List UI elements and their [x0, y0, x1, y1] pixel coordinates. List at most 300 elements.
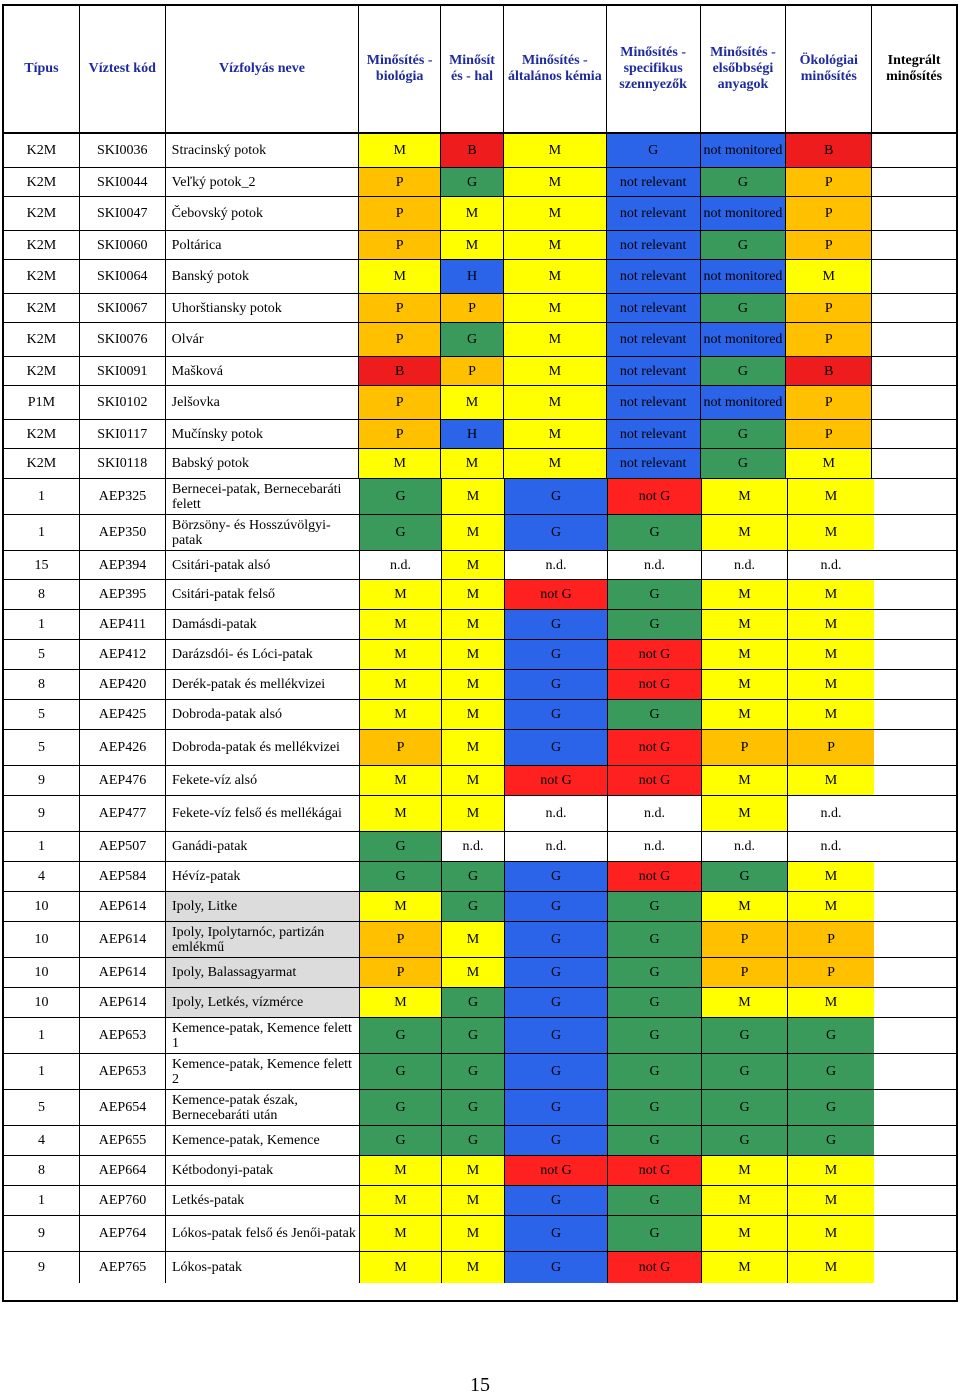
water-body-code-cell: SKI0047 [80, 197, 166, 230]
table-row [4, 357, 956, 386]
rating-cell: n.d. [608, 832, 702, 861]
water-body-code-cell: SKI0044 [80, 168, 166, 196]
rating-cell: M [442, 922, 505, 957]
empty-cell [872, 449, 956, 478]
rating-cell: P [441, 357, 504, 385]
rating-cell: G [360, 479, 442, 514]
rating-cell: M [441, 197, 504, 230]
rating-cell: M [504, 134, 607, 167]
stream-name-cell: Ipoly, Balassagyarmat [166, 958, 360, 987]
rating-cell: n.d. [608, 551, 702, 579]
rating-cell: G [608, 1186, 702, 1215]
rating-cell: M [788, 640, 874, 669]
rating-cell: M [702, 892, 788, 921]
type-cell: 10 [4, 892, 80, 921]
stream-name-cell: Letkés-patak [166, 1186, 360, 1215]
empty-cell [872, 260, 956, 293]
rating-cell: G [360, 1090, 442, 1125]
rating-cell: M [504, 449, 607, 478]
rating-cell: M [788, 580, 874, 609]
rating-cell: n.d. [505, 551, 608, 579]
water-body-code-cell: AEP325 [80, 479, 166, 514]
type-cell: 9 [4, 766, 80, 795]
rating-cell: G [788, 1090, 874, 1125]
type-cell: 10 [4, 988, 80, 1017]
rating-cell: not relevant [607, 231, 701, 259]
type-cell: K2M [4, 168, 80, 196]
table-row [4, 134, 956, 168]
rating-cell: not G [608, 670, 702, 699]
rating-cell: n.d. [788, 832, 874, 861]
rating-cell: M [360, 796, 442, 831]
stream-name-cell: Stracinský potok [166, 134, 360, 167]
rating-cell: G [505, 988, 608, 1017]
rating-cell: M [442, 551, 505, 579]
rating-cell: not monitored [701, 197, 787, 230]
rating-cell: G [702, 1054, 788, 1089]
rating-cell: M [360, 640, 442, 669]
type-cell: 5 [4, 1090, 80, 1125]
rating-cell: M [504, 260, 607, 293]
rating-cell: G [702, 1018, 788, 1053]
type-cell: K2M [4, 294, 80, 322]
rating-cell: P [786, 231, 872, 259]
stream-name-cell: Lókos-patak felső és Jenői-patak [166, 1216, 360, 1251]
type-cell: 4 [4, 862, 80, 891]
water-body-code-cell: SKI0102 [80, 386, 166, 419]
rating-cell: M [360, 892, 442, 921]
type-cell: 10 [4, 922, 80, 957]
type-cell: 10 [4, 958, 80, 987]
water-body-code-cell: AEP653 [80, 1054, 166, 1089]
rating-cell: G [701, 449, 787, 478]
rating-cell: G [505, 1054, 608, 1089]
rating-cell: G [505, 479, 608, 514]
rating-cell: G [505, 922, 608, 957]
rating-cell: M [788, 988, 874, 1017]
stream-name-cell: Dobroda-patak és mellékvizei [166, 730, 360, 765]
rating-cell: M [702, 1156, 788, 1185]
table-row [4, 766, 956, 796]
table-row [4, 610, 956, 640]
rating-cell: not relevant [607, 197, 701, 230]
rating-cell: P [359, 197, 441, 230]
water-body-code-cell: AEP426 [80, 730, 166, 765]
type-cell: K2M [4, 420, 80, 448]
type-cell: 1 [4, 610, 80, 639]
rating-cell: M [360, 700, 442, 729]
header-cell: Típus [4, 6, 80, 132]
rating-cell: M [702, 1216, 788, 1251]
water-body-code-cell: AEP584 [80, 862, 166, 891]
rating-cell: P [788, 922, 874, 957]
rating-cell: M [504, 168, 607, 196]
rating-cell: M [788, 1156, 874, 1185]
water-body-code-cell: SKI0060 [80, 231, 166, 259]
rating-cell: G [608, 515, 702, 550]
rating-cell: M [702, 580, 788, 609]
table-row [4, 231, 956, 260]
table-row [4, 323, 956, 357]
water-body-code-cell: AEP425 [80, 700, 166, 729]
rating-cell: G [360, 862, 442, 891]
water-body-code-cell: SKI0118 [80, 449, 166, 478]
header-cell: Minősítés - elsőbbségi anyagok [701, 6, 787, 132]
rating-cell: M [442, 766, 505, 795]
rating-cell: M [702, 988, 788, 1017]
rating-cell: G [505, 1216, 608, 1251]
table-row [4, 670, 956, 700]
rating-cell: P [360, 730, 442, 765]
type-cell: 1 [4, 832, 80, 861]
type-cell: P1M [4, 386, 80, 419]
water-body-code-cell: SKI0117 [80, 420, 166, 448]
type-cell: 5 [4, 700, 80, 729]
rating-cell: n.d. [505, 832, 608, 861]
type-cell: 9 [4, 796, 80, 831]
water-body-code-cell: AEP477 [80, 796, 166, 831]
rating-cell: G [505, 610, 608, 639]
rating-cell: M [786, 260, 872, 293]
stream-name-cell: Csitári-patak felső [166, 580, 360, 609]
rating-cell: n.d. [608, 796, 702, 831]
rating-cell: not G [608, 479, 702, 514]
rating-cell: G [360, 832, 442, 861]
stream-name-cell: Kemence-patak, Kemence felett 1 [166, 1018, 360, 1053]
rating-cell: M [504, 231, 607, 259]
table-row [4, 922, 956, 958]
table-row [4, 386, 956, 420]
rating-cell: M [442, 958, 505, 987]
rating-cell: M [702, 670, 788, 699]
rating-cell: not G [608, 1156, 702, 1185]
header-cell: Minősítés - biológia [359, 6, 441, 132]
water-body-code-cell: AEP420 [80, 670, 166, 699]
rating-cell: M [441, 231, 504, 259]
rating-cell: not G [608, 640, 702, 669]
rating-cell: M [360, 988, 442, 1017]
rating-cell: G [788, 1018, 874, 1053]
stream-name-cell: Ganádi-patak [166, 832, 360, 861]
water-body-code-cell: AEP614 [80, 922, 166, 957]
empty-cell [872, 420, 956, 448]
type-cell: K2M [4, 260, 80, 293]
type-cell: 1 [4, 1018, 80, 1053]
type-cell: K2M [4, 449, 80, 478]
table-row [4, 260, 956, 294]
rating-cell: B [786, 134, 872, 167]
rating-cell: G [360, 1126, 442, 1155]
header-cell: Minősít és - hal [441, 6, 504, 132]
water-body-code-cell: AEP350 [80, 515, 166, 550]
rating-cell: M [786, 449, 872, 478]
stream-name-cell: Olvár [166, 323, 360, 356]
rating-cell: M [359, 134, 441, 167]
rating-cell: G [608, 922, 702, 957]
table-row [4, 515, 956, 551]
water-body-code-cell: AEP614 [80, 988, 166, 1017]
empty-cell [872, 231, 956, 259]
rating-cell: n.d. [788, 551, 874, 579]
table-row [4, 1054, 956, 1090]
rating-cell: M [442, 1252, 505, 1283]
stream-name-cell: Kemence-patak, Kemence [166, 1126, 360, 1155]
rating-cell: P [786, 197, 872, 230]
rating-cell: M [504, 386, 607, 419]
rating-cell: M [442, 700, 505, 729]
rating-cell: M [788, 515, 874, 550]
water-body-code-cell: AEP411 [80, 610, 166, 639]
empty-cell [872, 134, 956, 167]
rating-cell: M [702, 1186, 788, 1215]
header-cell: Integrált minősítés [886, 53, 943, 84]
stream-name-cell: Mašková [166, 357, 360, 385]
rating-cell: M [702, 610, 788, 639]
rating-cell: not G [608, 862, 702, 891]
type-cell: K2M [4, 323, 80, 356]
stream-name-cell: Babský potok [166, 449, 360, 478]
rating-cell: M [442, 640, 505, 669]
type-cell: K2M [4, 197, 80, 230]
rating-cell: G [505, 892, 608, 921]
table-row [4, 168, 956, 197]
stream-name-cell: Kétbodonyi-patak [166, 1156, 360, 1185]
rating-cell: not relevant [607, 420, 701, 448]
rating-cell: G [360, 1018, 442, 1053]
empty-cell [872, 168, 956, 196]
rating-cell: M [441, 386, 504, 419]
rating-cell: not G [608, 766, 702, 795]
rating-cell: M [442, 515, 505, 550]
type-cell: 1 [4, 1186, 80, 1215]
rating-cell: G [442, 892, 505, 921]
stream-name-cell: Bernecei-patak, Bernecebaráti felett [166, 479, 360, 514]
rating-cell: not G [505, 766, 608, 795]
rating-cell: G [608, 1018, 702, 1053]
water-body-code-cell: SKI0036 [80, 134, 166, 167]
rating-cell: M [360, 1186, 442, 1215]
rating-cell: not relevant [607, 449, 701, 478]
stream-name-cell: Ipoly, Litke [166, 892, 360, 921]
rating-cell: P [359, 294, 441, 322]
rating-cell: M [788, 1186, 874, 1215]
rating-cell: n.d. [505, 796, 608, 831]
rating-cell: P [786, 420, 872, 448]
stream-name-cell: Uhorštiansky potok [166, 294, 360, 322]
rating-cell: M [702, 640, 788, 669]
rating-cell: not relevant [607, 294, 701, 322]
empty-cell [872, 357, 956, 385]
rating-cell: P [786, 294, 872, 322]
type-cell: 1 [4, 479, 80, 514]
water-body-code-cell: SKI0067 [80, 294, 166, 322]
empty-cell [872, 294, 956, 322]
rating-cell: not relevant [607, 168, 701, 196]
rating-cell: G [441, 168, 504, 196]
stream-name-cell: Ipoly, Letkés, vízmérce [166, 988, 360, 1017]
type-cell: 9 [4, 1216, 80, 1251]
rating-cell: M [702, 1252, 788, 1283]
rating-cell: G [505, 958, 608, 987]
table-row [4, 551, 956, 580]
rating-cell: M [442, 730, 505, 765]
rating-cell: G [442, 1126, 505, 1155]
stream-name-cell: Fekete-víz felső és mellékágai [166, 796, 360, 831]
empty-cell [872, 386, 956, 419]
water-body-code-cell: AEP476 [80, 766, 166, 795]
rating-cell: M [788, 766, 874, 795]
rating-cell: G [442, 988, 505, 1017]
rating-cell: G [441, 323, 504, 356]
rating-cell: G [505, 515, 608, 550]
rating-cell: M [788, 670, 874, 699]
rating-cell: G [701, 294, 787, 322]
stream-name-cell: Kemence-patak észak, Bernecebaráti után [166, 1090, 360, 1125]
rating-cell: not G [505, 1156, 608, 1185]
stream-name-cell: Ipoly, Ipolytarnóc, partizán emlékmű [166, 922, 360, 957]
table-header [4, 6, 956, 134]
rating-cell: M [360, 670, 442, 699]
water-body-code-cell: AEP614 [80, 958, 166, 987]
stream-name-cell: Veľký potok_2 [166, 168, 360, 196]
rating-cell: P [786, 168, 872, 196]
rating-cell: G [702, 862, 788, 891]
rating-cell: G [505, 1090, 608, 1125]
rating-cell: G [360, 1054, 442, 1089]
table-row [4, 892, 956, 922]
table-row [4, 640, 956, 670]
rating-cell: G [505, 1126, 608, 1155]
table-row [4, 1090, 956, 1126]
water-body-code-cell: AEP664 [80, 1156, 166, 1185]
water-body-code-cell: SKI0064 [80, 260, 166, 293]
table-row [4, 700, 956, 730]
rating-cell: B [359, 357, 441, 385]
rating-cell: M [788, 1216, 874, 1251]
rating-cell: M [504, 323, 607, 356]
rating-cell: H [441, 260, 504, 293]
rating-cell: P [788, 730, 874, 765]
stream-name-cell: Hévíz-patak [166, 862, 360, 891]
table-row [4, 1126, 956, 1156]
water-body-code-cell: AEP507 [80, 832, 166, 861]
rating-cell: M [442, 479, 505, 514]
table-row [4, 1216, 956, 1252]
table-body [4, 134, 956, 1283]
rating-cell: G [442, 862, 505, 891]
empty-cell [872, 197, 956, 230]
stream-name-cell: Damásdi-patak [166, 610, 360, 639]
rating-cell: G [702, 1090, 788, 1125]
rating-cell: M [359, 449, 441, 478]
rating-cell: n.d. [702, 551, 788, 579]
table-row [4, 730, 956, 766]
type-cell: K2M [4, 134, 80, 167]
rating-cell: G [505, 1186, 608, 1215]
rating-cell: G [701, 420, 787, 448]
water-body-code-cell: AEP764 [80, 1216, 166, 1251]
header-cell: Minősítés - általános kémia [504, 6, 607, 132]
type-cell: 15 [4, 551, 80, 579]
table-row [4, 958, 956, 988]
rating-cell: G [505, 1252, 608, 1283]
rating-cell: G [442, 1054, 505, 1089]
rating-cell: G [788, 1126, 874, 1155]
rating-cell: M [442, 1216, 505, 1251]
rating-cell: not relevant [607, 323, 701, 356]
type-cell: 5 [4, 640, 80, 669]
rating-cell: not G [505, 580, 608, 609]
rating-cell: P [702, 922, 788, 957]
rating-cell: M [702, 796, 788, 831]
table-row [4, 449, 956, 479]
rating-cell: M [702, 479, 788, 514]
rating-cell: G [608, 988, 702, 1017]
rating-cell: P [359, 231, 441, 259]
rating-cell: P [702, 958, 788, 987]
header-cell: Vízfolyás neve [166, 6, 360, 132]
rating-cell: not relevant [607, 357, 701, 385]
header-cell: Ökológiai minősítés [786, 6, 872, 132]
water-body-code-cell: SKI0076 [80, 323, 166, 356]
rating-cell: M [360, 1216, 442, 1251]
type-cell: K2M [4, 231, 80, 259]
rating-cell: G [608, 958, 702, 987]
rating-cell: M [442, 796, 505, 831]
rating-cell: P [359, 323, 441, 356]
table-row [4, 197, 956, 231]
rating-cell: not monitored [701, 260, 787, 293]
type-cell: 8 [4, 670, 80, 699]
page-number: 15 [470, 1374, 490, 1396]
table-row [4, 862, 956, 892]
rating-cell: n.d. [442, 832, 505, 861]
stream-name-cell: Lókos-patak [166, 1252, 360, 1283]
rating-cell: not G [608, 1252, 702, 1283]
table-row [4, 988, 956, 1018]
stream-name-cell: Darázsdói- és Lóci-patak [166, 640, 360, 669]
rating-cell: P [360, 922, 442, 957]
type-cell: K2M [4, 357, 80, 385]
rating-cell: G [608, 1054, 702, 1089]
rating-cell: G [702, 1126, 788, 1155]
rating-cell: H [441, 420, 504, 448]
table-row [4, 1018, 956, 1054]
rating-cell: M [442, 1186, 505, 1215]
rating-cell: G [788, 1054, 874, 1089]
rating-cell: M [360, 766, 442, 795]
type-cell: 8 [4, 1156, 80, 1185]
stream-name-cell: Kemence-patak, Kemence felett 2 [166, 1054, 360, 1089]
rating-cell: M [442, 1156, 505, 1185]
rating-cell: G [608, 1090, 702, 1125]
type-cell: 9 [4, 1252, 80, 1283]
water-body-code-cell: AEP760 [80, 1186, 166, 1215]
rating-cell: G [701, 231, 787, 259]
header-cell: Víztest kód [80, 6, 166, 132]
water-quality-table [2, 4, 958, 1302]
rating-cell: G [505, 1018, 608, 1053]
table-row [4, 294, 956, 323]
water-body-code-cell: AEP395 [80, 580, 166, 609]
rating-cell: M [788, 700, 874, 729]
rating-cell: M [702, 700, 788, 729]
rating-cell: n.d. [360, 551, 442, 579]
rating-cell: M [788, 862, 874, 891]
rating-cell: G [608, 610, 702, 639]
rating-cell: M [442, 610, 505, 639]
rating-cell: not relevant [607, 386, 701, 419]
